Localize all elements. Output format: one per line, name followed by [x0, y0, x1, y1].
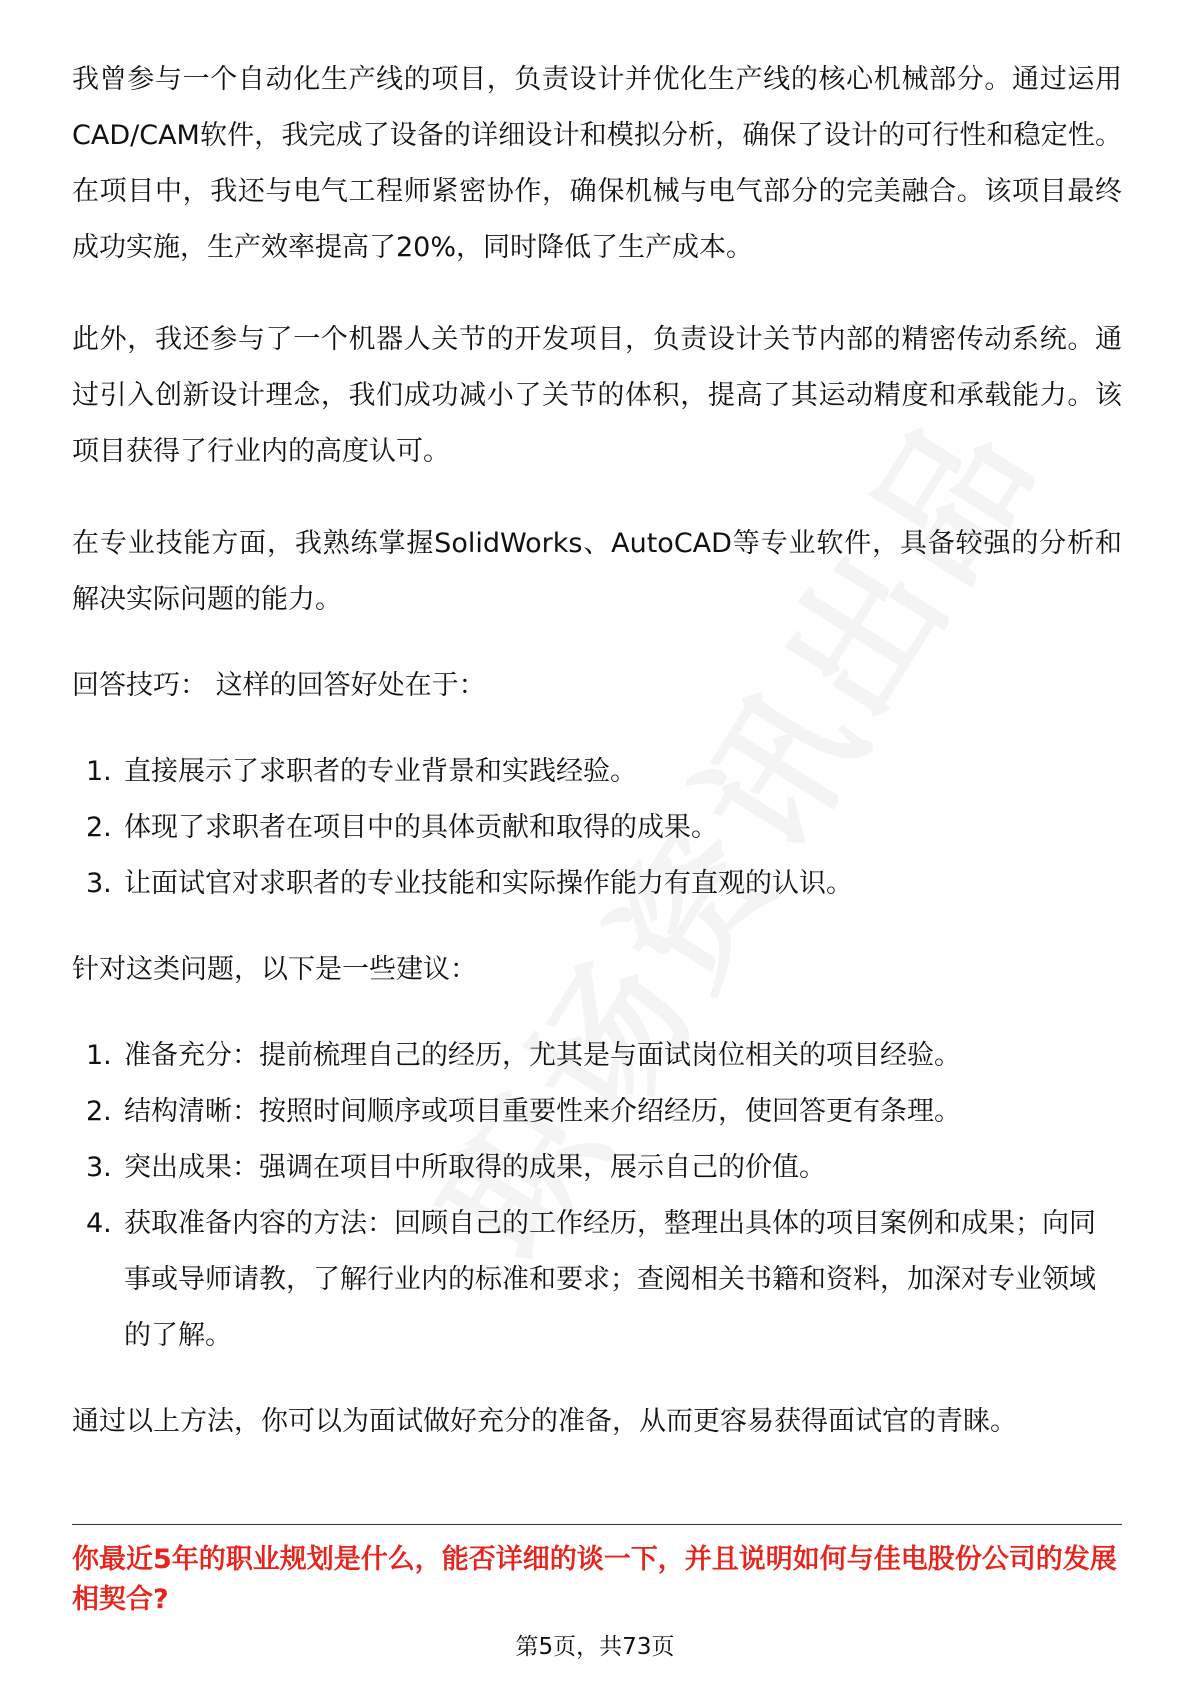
list-text: 体现了求职者在项目中的具体贡献和取得的成果。	[124, 812, 718, 843]
list-text: 获取准备内容的方法：回顾自己的工作经历，整理出具体的项目案例和成果；向同事或导师请教，了解行业内的标准和要求；查阅相关书籍和资料，加深对专业领域的了解。	[124, 1208, 1096, 1351]
list-item	[72, 856, 1122, 912]
section-divider	[72, 1524, 1122, 1525]
list-text: 准备充分：提前梳理自己的经历，尤其是与面试岗位相关的项目经验。	[124, 1040, 961, 1071]
list-item	[72, 1028, 1122, 1084]
paragraph-closing: 通过以上方法，你可以为面试做好充分的准备，从而更容易获得面试官的青睐。	[72, 1406, 1017, 1437]
list-number: 1.	[86, 1040, 112, 1071]
page-footer: 第5页，共73页	[515, 1634, 675, 1660]
list-item	[72, 744, 1122, 800]
list-number: 2.	[86, 1096, 112, 1127]
list-item	[72, 800, 1122, 856]
tips-list	[72, 744, 1122, 912]
list-text: 结构清晰：按照时间顺序或项目重要性来介绍经历，使回答更有条理。	[124, 1096, 961, 1127]
list-text: 突出成果：强调在项目中所取得的成果，展示自己的价值。	[124, 1152, 826, 1183]
paragraph-skills: 在专业技能方面，我熟练掌握SolidWorks、AutoCAD等专业软件，具备较强的分析和解决实际问题的能力。	[72, 528, 1122, 615]
advice-intro: 针对这类问题，以下是一些建议：	[72, 954, 477, 985]
list-text: 直接展示了求职者的专业背景和实践经验。	[124, 756, 637, 787]
list-number: 3.	[86, 1152, 112, 1183]
next-question-heading: 你最近5年的职业规划是什么，能否详细的谈一下，并且说明如何与佳电股份公司的发展相契合?	[72, 1544, 1117, 1615]
list-number: 4.	[86, 1208, 112, 1239]
list-item	[72, 1196, 1122, 1364]
paragraph-project-automation: 我曾参与一个自动化生产线的项目，负责设计并优化生产线的核心机械部分。通过运用CAD/CAM软件，我完成了设备的详细设计和模拟分析，确保了设计的可行性和稳定性。在项目中，我还与电气工程师紧密协作，确保机械与电气部分的完美融合。该项目最终成功实施，生产效率提高了20%，同时降低了生产成本。	[72, 64, 1122, 263]
document-body	[72, 52, 1122, 1450]
list-number: 1.	[86, 756, 112, 787]
paragraph-project-robot: 此外，我还参与了一个机器人关节的开发项目，负责设计关节内部的精密传动系统。通过引入创新设计理念，我们成功减小了关节的体积，提高了其运动精度和承载能力。该项目获得了行业内的高度认可。	[72, 324, 1122, 467]
tips-intro: 回答技巧： 这样的回答好处在于：	[72, 670, 486, 701]
advice-list	[72, 1028, 1122, 1364]
list-number: 2.	[86, 812, 112, 843]
list-item	[72, 1084, 1122, 1140]
list-item	[72, 1140, 1122, 1196]
list-number: 3.	[86, 868, 112, 899]
list-text: 让面试官对求职者的专业技能和实际操作能力有直观的认识。	[124, 868, 853, 899]
